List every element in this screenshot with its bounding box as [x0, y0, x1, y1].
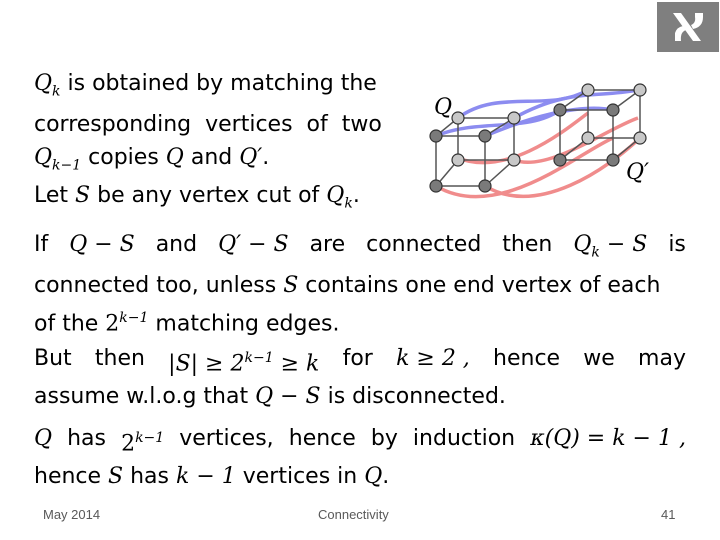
text: contains one end vertex of each — [298, 273, 661, 299]
text: vertices in — [235, 464, 365, 490]
text: hence — [34, 464, 109, 490]
footer-title: Connectivity — [318, 507, 389, 522]
text: be any vertex cut of — [90, 183, 327, 208]
hebrew-aleph-logo-icon — [665, 7, 711, 47]
word: induction — [412, 426, 516, 451]
math-q-minus-s: Q − S — [255, 384, 321, 410]
word: vertices, — [179, 426, 274, 451]
math-sub: k — [591, 244, 600, 261]
paragraph-connected — [34, 228, 686, 341]
math-sup: k−1 — [119, 310, 149, 327]
math-sup: k−1 — [135, 430, 165, 446]
math-q: Q — [34, 71, 53, 96]
math-q: Q — [326, 183, 345, 208]
math-two: 2 — [105, 311, 120, 337]
word: may — [638, 346, 686, 371]
word: hence — [493, 346, 561, 371]
paragraph-construction — [34, 67, 382, 183]
math-q-minus-s: Q − S — [69, 232, 135, 257]
word: hence — [288, 426, 356, 451]
math-geq-k: ≥ k — [273, 351, 320, 377]
word: and — [155, 232, 198, 257]
figure-label-q: Q — [434, 95, 453, 120]
text: copies — [81, 145, 166, 171]
footer-date: May 2014 — [43, 507, 101, 522]
text: connected too, unless — [34, 273, 284, 299]
math-sup: k−1 — [244, 350, 274, 366]
text: Let — [34, 183, 76, 208]
word: then — [502, 232, 553, 257]
word: connected — [366, 232, 482, 257]
text: of the — [34, 311, 106, 337]
paragraph-wlog — [34, 342, 686, 413]
text: corresponding vertices of two — [34, 112, 382, 138]
text: has — [123, 464, 176, 490]
math-qprime: Q′ — [239, 145, 263, 171]
math-sub: k−1 — [52, 157, 82, 174]
word: by — [370, 426, 398, 451]
math-k-geq-2: k ≥ 2 , — [396, 346, 470, 371]
word: for — [342, 346, 373, 371]
text: and — [183, 145, 240, 171]
math-k-minus-1: k − 1 — [176, 464, 236, 490]
paragraph-induction — [34, 422, 686, 493]
word: But — [34, 346, 72, 371]
hypercube-figure — [418, 58, 663, 208]
math-q: Q — [34, 145, 53, 171]
word: is — [668, 232, 686, 257]
paragraph-vertex-cut — [34, 179, 360, 220]
text: matching edges. — [148, 311, 340, 337]
text: is disconnected. — [320, 384, 506, 410]
logo — [657, 2, 719, 52]
figure-label-qprime: Q′ — [626, 160, 650, 185]
word: we — [583, 346, 615, 371]
math-s: S — [283, 273, 299, 299]
word: has — [67, 426, 106, 451]
math-cut-size: |S| ≥ 2 — [168, 351, 245, 377]
footer-page-number: 41 — [661, 507, 676, 522]
word: are — [309, 232, 346, 257]
math-q: Q — [165, 145, 184, 171]
math-kappa: κ(Q) = k − 1 , — [530, 426, 686, 451]
word: If — [34, 232, 49, 257]
text: . — [352, 183, 360, 208]
math-q: Q — [573, 232, 592, 257]
math-sub: k — [344, 195, 353, 212]
text: . — [382, 464, 390, 490]
math-q: Q — [34, 426, 53, 451]
math-two: 2 — [121, 431, 136, 457]
math-s: S — [108, 464, 124, 490]
text: is obtained by matching the — [60, 71, 377, 96]
text: assume w.l.o.g that — [34, 384, 256, 410]
word: then — [94, 346, 145, 371]
math-minus-s: − S — [599, 232, 648, 257]
text: . — [262, 145, 270, 171]
math-s: S — [75, 183, 91, 208]
math-q: Q — [364, 464, 383, 490]
math-qprime-minus-s: Q′ − S — [218, 232, 289, 257]
math-sub: k — [52, 83, 61, 100]
